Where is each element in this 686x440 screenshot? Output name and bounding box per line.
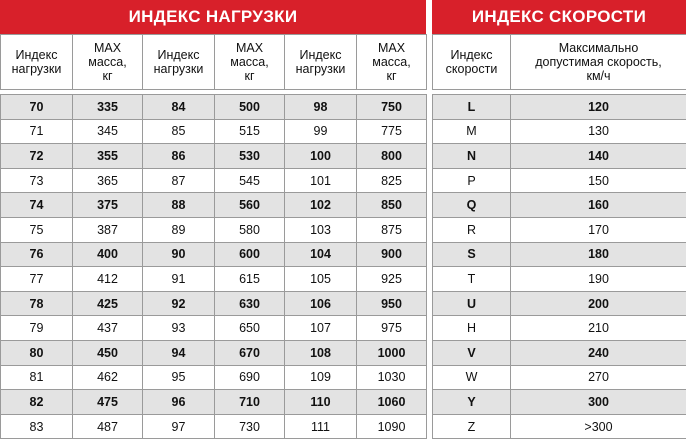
speed-index-cell: V <box>433 340 511 365</box>
load-index-cell: 355 <box>73 144 143 169</box>
load-index-cell: 96 <box>143 390 215 415</box>
load-index-cell: 450 <box>73 340 143 365</box>
load-index-cell: 71 <box>1 119 73 144</box>
load-index-row <box>1 193 427 218</box>
load-index-cell: 462 <box>73 365 143 390</box>
load-index-cell: 109 <box>285 365 357 390</box>
load-index-cell: 92 <box>143 291 215 316</box>
load-index-cell: 83 <box>1 414 73 439</box>
load-index-row <box>1 267 427 292</box>
load-index-cell: 97 <box>143 414 215 439</box>
speed-index-cell: Q <box>433 193 511 218</box>
load-index-cell: 95 <box>143 365 215 390</box>
speed-index-row <box>433 291 686 316</box>
speed-index-cell: 240 <box>511 340 686 365</box>
load-index-cell: 875 <box>357 217 427 242</box>
load-index-row <box>1 291 427 316</box>
speed-index-cell: >300 <box>511 414 686 439</box>
speed-index-row <box>433 217 686 242</box>
load-index-cell: 111 <box>285 414 357 439</box>
load-index-cell: 1000 <box>357 340 427 365</box>
speed-index-cell: 190 <box>511 267 686 292</box>
load-index-cell: 90 <box>143 242 215 267</box>
speed-index-cell: 160 <box>511 193 686 218</box>
load-index-cell: 105 <box>285 267 357 292</box>
load-index-cell: 74 <box>1 193 73 218</box>
speed-index-cell: 140 <box>511 144 686 169</box>
speed-index-header-0: Индекс скорости <box>433 35 511 90</box>
load-index-cell: 101 <box>285 168 357 193</box>
speed-index-cell: N <box>433 144 511 169</box>
speed-index-cell: R <box>433 217 511 242</box>
load-index-cell: 975 <box>357 316 427 341</box>
load-index-table <box>0 34 427 439</box>
load-index-row <box>1 390 427 415</box>
load-index-row <box>1 95 427 120</box>
load-index-cell: 77 <box>1 267 73 292</box>
load-index-cell: 530 <box>215 144 285 169</box>
load-index-cell: 475 <box>73 390 143 415</box>
load-index-header-4: Индекс нагрузки <box>285 35 357 90</box>
speed-index-row <box>433 340 686 365</box>
load-index-header-2: Индекс нагрузки <box>143 35 215 90</box>
load-index-cell: 107 <box>285 316 357 341</box>
load-index-row <box>1 414 427 439</box>
speed-index-cell: 170 <box>511 217 686 242</box>
load-index-cell: 750 <box>357 95 427 120</box>
load-index-cell: 690 <box>215 365 285 390</box>
speed-index-row <box>433 193 686 218</box>
load-index-header-5: MAX масса, кг <box>357 35 427 90</box>
load-index-cell: 1060 <box>357 390 427 415</box>
speed-index-cell: 210 <box>511 316 686 341</box>
load-index-cell: 94 <box>143 340 215 365</box>
speed-index-cell: L <box>433 95 511 120</box>
load-index-cell: 515 <box>215 119 285 144</box>
load-index-cell: 72 <box>1 144 73 169</box>
speed-index-row <box>433 365 686 390</box>
load-index-cell: 800 <box>357 144 427 169</box>
speed-index-row <box>433 119 686 144</box>
load-index-cell: 615 <box>215 267 285 292</box>
speed-index-cell: 180 <box>511 242 686 267</box>
load-index-cell: 650 <box>215 316 285 341</box>
load-index-cell: 91 <box>143 267 215 292</box>
speed-index-title: ИНДЕКС СКОРОСТИ <box>432 0 686 34</box>
load-index-cell: 93 <box>143 316 215 341</box>
speed-index-cell: W <box>433 365 511 390</box>
speed-index-row <box>433 144 686 169</box>
load-index-row <box>1 365 427 390</box>
load-index-row <box>1 316 427 341</box>
load-index-row <box>1 168 427 193</box>
load-index-cell: 400 <box>73 242 143 267</box>
speed-index-row <box>433 316 686 341</box>
load-index-cell: 900 <box>357 242 427 267</box>
load-index-cell: 73 <box>1 168 73 193</box>
load-index-cell: 580 <box>215 217 285 242</box>
load-index-cell: 104 <box>285 242 357 267</box>
load-index-cell: 78 <box>1 291 73 316</box>
load-index-cell: 82 <box>1 390 73 415</box>
load-index-cell: 710 <box>215 390 285 415</box>
load-index-cell: 98 <box>285 95 357 120</box>
load-index-row <box>1 119 427 144</box>
load-index-cell: 100 <box>285 144 357 169</box>
load-index-cell: 825 <box>357 168 427 193</box>
load-index-row <box>1 340 427 365</box>
load-index-cell: 76 <box>1 242 73 267</box>
load-index-cell: 79 <box>1 316 73 341</box>
load-index-cell: 345 <box>73 119 143 144</box>
speed-index-cell: 150 <box>511 168 686 193</box>
load-index-cell: 1030 <box>357 365 427 390</box>
speed-index-row <box>433 390 686 415</box>
speed-index-cell: 270 <box>511 365 686 390</box>
load-index-cell: 730 <box>215 414 285 439</box>
load-index-cell: 500 <box>215 95 285 120</box>
load-index-cell: 560 <box>215 193 285 218</box>
load-index-header-0: Индекс нагрузки <box>1 35 73 90</box>
load-index-cell: 106 <box>285 291 357 316</box>
load-index-cell: 99 <box>285 119 357 144</box>
load-index-cell: 600 <box>215 242 285 267</box>
load-index-cell: 775 <box>357 119 427 144</box>
load-index-cell: 103 <box>285 217 357 242</box>
speed-index-cell: H <box>433 316 511 341</box>
speed-index-row <box>433 168 686 193</box>
speed-index-cell: P <box>433 168 511 193</box>
load-index-header-1: MAX масса, кг <box>73 35 143 90</box>
load-index-cell: 425 <box>73 291 143 316</box>
load-index-cell: 850 <box>357 193 427 218</box>
load-index-row <box>1 217 427 242</box>
load-index-row <box>1 144 427 169</box>
load-index-cell: 84 <box>143 95 215 120</box>
load-index-cell: 88 <box>143 193 215 218</box>
speed-index-cell: M <box>433 119 511 144</box>
load-index-cell: 375 <box>73 193 143 218</box>
speed-index-header-1: Максимально допустимая скорость, км/ч <box>511 35 686 90</box>
load-index-cell: 1090 <box>357 414 427 439</box>
load-index-cell: 412 <box>73 267 143 292</box>
speed-index-cell: 130 <box>511 119 686 144</box>
speed-index-table <box>432 34 686 439</box>
load-index-row <box>1 242 427 267</box>
speed-index-cell: S <box>433 242 511 267</box>
load-index-cell: 89 <box>143 217 215 242</box>
speed-index-cell: Z <box>433 414 511 439</box>
speed-index-cell: 300 <box>511 390 686 415</box>
speed-index-row <box>433 267 686 292</box>
load-index-cell: 86 <box>143 144 215 169</box>
load-index-cell: 108 <box>285 340 357 365</box>
load-index-header-3: MAX масса, кг <box>215 35 285 90</box>
load-index-cell: 85 <box>143 119 215 144</box>
load-index-cell: 670 <box>215 340 285 365</box>
load-index-cell: 75 <box>1 217 73 242</box>
load-index-cell: 70 <box>1 95 73 120</box>
load-index-cell: 545 <box>215 168 285 193</box>
speed-index-row <box>433 414 686 439</box>
load-index-title: ИНДЕКС НАГРУЗКИ <box>0 0 426 34</box>
speed-index-cell: 200 <box>511 291 686 316</box>
load-index-cell: 87 <box>143 168 215 193</box>
speed-index-cell: 120 <box>511 95 686 120</box>
load-index-cell: 437 <box>73 316 143 341</box>
speed-index-cell: Y <box>433 390 511 415</box>
load-index-cell: 925 <box>357 267 427 292</box>
load-index-cell: 365 <box>73 168 143 193</box>
load-index-cell: 630 <box>215 291 285 316</box>
load-index-cell: 81 <box>1 365 73 390</box>
speed-index-row <box>433 95 686 120</box>
load-index-cell: 80 <box>1 340 73 365</box>
load-index-cell: 102 <box>285 193 357 218</box>
load-index-cell: 110 <box>285 390 357 415</box>
load-index-cell: 335 <box>73 95 143 120</box>
speed-index-cell: T <box>433 267 511 292</box>
speed-index-row <box>433 242 686 267</box>
load-index-cell: 487 <box>73 414 143 439</box>
speed-index-section <box>432 0 686 439</box>
speed-index-cell: U <box>433 291 511 316</box>
load-index-cell: 387 <box>73 217 143 242</box>
load-index-cell: 950 <box>357 291 427 316</box>
